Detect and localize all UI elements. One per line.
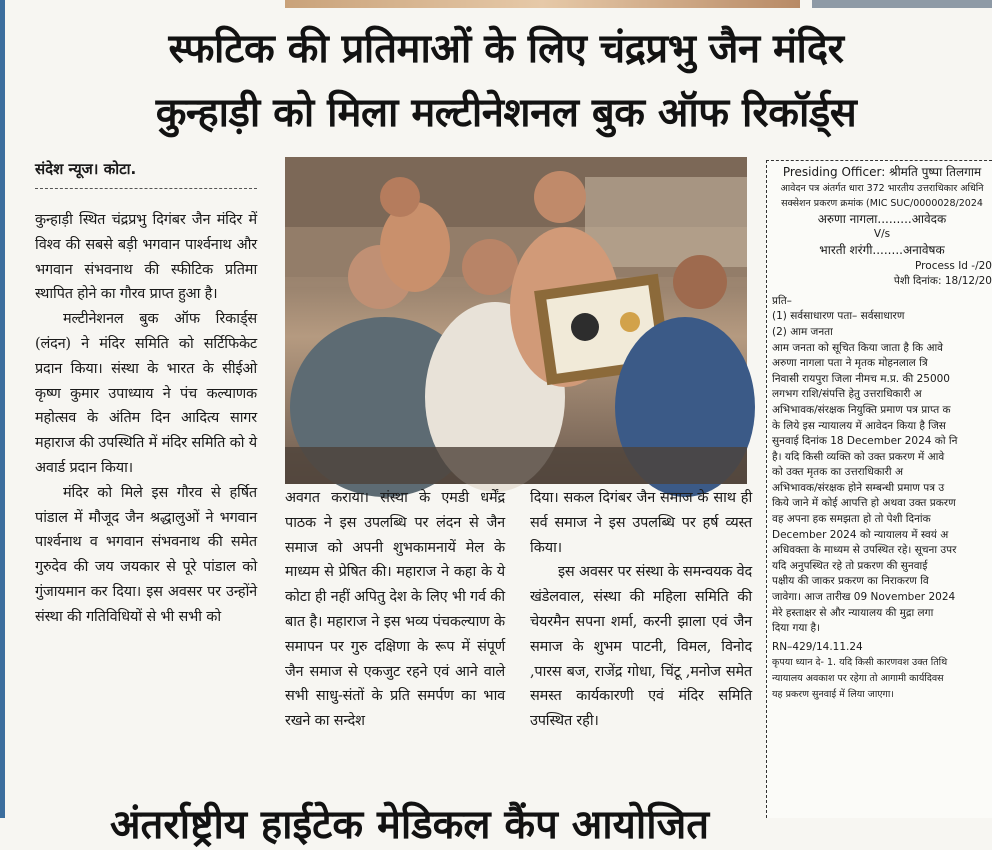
paragraph: दिया। सकल दिगंबर जैन समाज के साथ ही सर्व समाज ने इस उपलब्धि पर हर्ष व्यस्त किया। bbox=[530, 490, 752, 556]
byline: संदेश न्यूज। कोटा. bbox=[35, 158, 257, 189]
notice-body-line: अधिवक्ता के माध्यम से उपस्थित रहे। सूचना उपर bbox=[772, 544, 957, 557]
notice-recipient: (1) सर्वसाधारण पता– सर्वसाधारण bbox=[772, 310, 905, 323]
notice-process: Process Id -/20 bbox=[915, 259, 992, 272]
notice-hearing: पेशी दिनांक: 18/12/20 bbox=[893, 275, 992, 288]
notice-rn: RN–429/14.11.24 bbox=[772, 640, 863, 653]
paragraph: कुन्हाड़ी स्थित चंद्रप्रभु दिगंबर जैन मंदिर में विश्व की सबसे बड़ी भगवान पार्श्वनाथ और भगवान संभवनाथ की स्फीटिक प्रतिमा स्थापित होने का गौरव प्राप्त हुआ है। bbox=[35, 212, 257, 303]
notice-officer: Presiding Officer: श्रीमति पुष्पा तिलगाम bbox=[782, 165, 982, 179]
award-photo-illustration bbox=[285, 157, 747, 484]
headline-line-1: स्फटिक की प्रतिमाओं के लिए चंद्रप्रभु जैन मंदिर bbox=[168, 26, 844, 72]
notice-respondent: भारती शरंगी........अनावेषक bbox=[819, 242, 945, 257]
article-column-3 bbox=[530, 486, 752, 734]
notice-body-line: दिया गया है। bbox=[772, 622, 821, 635]
paragraph: इस अवसर पर संस्था के समन्वयक वेद खंडेलवाल, संस्था की महिला समिति की चेयरमैन सपना शर्मा, करनी झाला एवं जैन समाज के शुभम पाटनी, विमल, विनोद ,पारस बज, राजेंद्र गोधा, चिंटू ,मनोज समेत समस्त कार्यकारणी एवं मंदिर समिति उपस्थित रही। bbox=[530, 564, 752, 730]
notice-footer-line: यह प्रकरण सुनवाई में लिया जाएगा। bbox=[772, 688, 894, 700]
notice-body-line: December 2024 को न्यायालय में स्वयं अ bbox=[772, 528, 949, 541]
notice-body-line: सुनवाई दिनांक 18 December 2024 को नि bbox=[772, 435, 958, 448]
paragraph: अवगत कराया। संस्था के एमडी धर्मेंद्र पाठक ने इस उपलब्धि पर लंदन से जैन समाज को अपनी शुभकामनायें मेल के माध्यम से प्रेषित की। महाराज ने कहा के ये कोटा ही नहीं अपितु देश के लिए भी गर्व की बात है। महाराज ने इस भव्य पंचकल्याण के समापन पर गुरु दक्षिणा के रूप में संपूर्ण जैन समाज से एकजुट रहने एवं आने वाले सभी साधु-संतों के प्रति समर्पण का भाव रखने का सन्देश bbox=[285, 490, 505, 730]
award-photo bbox=[285, 157, 747, 484]
notice-prati: प्रति– bbox=[772, 294, 792, 307]
paragraph: मल्टीनेशनल बुक ऑफ रिकार्ड्स (लंदन) ने मंदिर समिति को सर्टिफिकेट प्रदान किया। संस्था के भारत के सीईओ कृष्ण कुमार उपाध्याय ने पंच कल्याणक महोत्सव के अंतिम दिन आदित्य सागर महाराज की उपस्थिति में मंदिर समिति को ये अवार्ड प्रदान किया। bbox=[35, 311, 257, 476]
notice-body-line: अभिभावक/संरक्षक नियुक्ति प्रमाण पत्र प्राप्त क bbox=[772, 403, 951, 416]
top-photo-strip-right bbox=[812, 0, 992, 8]
notice-body-line: वह अपना हक समझता हो तो पेशी दिनांक bbox=[772, 513, 931, 526]
notice-body-line: किये जाने में कोई आपत्ति हो अथवा उक्त प्रकरण bbox=[772, 497, 956, 510]
notice-line: सक्सेशन प्रकरण क्रमांक (MIC SUC/0000028/2024 bbox=[781, 198, 983, 210]
notice-footer-line: न्यायालय अवकाश पर रहेगा तो आगामी कार्यदिवस bbox=[772, 673, 944, 684]
next-headline-partial: अंतर्राष्ट्रीय हाईटेक मेडिकल कैंप आयोजित bbox=[110, 802, 710, 848]
headline-line-2: कुन्हाड़ी को मिला मल्टीनेशनल बुक ऑफ रिकॉर्ड्स bbox=[155, 90, 857, 136]
notice-body-line: जावेगा। आज तारीख 09 November 2024 bbox=[772, 591, 956, 604]
notice-applicant: अरुणा नागला.........आवेदक bbox=[817, 211, 947, 226]
notice-footer-line: कृपया ध्यान दे- 1. यदि किसी कारणवश उक्त तिथि bbox=[772, 657, 948, 669]
notice-body-line: के लिये इस न्यायालय में आवेदन किया है जिस bbox=[772, 419, 946, 432]
article-column-1 bbox=[35, 208, 257, 630]
notice-body-line: यदि अनुपस्थित रहे तो प्रकरण की सुनवाई bbox=[772, 559, 928, 572]
notice-recipient: (2) आम जनता bbox=[772, 325, 833, 338]
notice-vs: V/s bbox=[873, 228, 891, 241]
notice-body-line: मेरे हस्ताक्षर से और न्यायालय की मुद्रा लगा bbox=[772, 606, 934, 619]
notice-body-line: अरुणा नागला पता ने मृतक मोहनलाल त्रि bbox=[772, 357, 928, 370]
notice-body-line: अभिभावक/संरक्षक होने सम्बन्धी प्रमाण पत्र उ bbox=[772, 481, 945, 494]
notice-body-line: निवासी रायपुरा जिला नीमच म.प्र. की 25000 bbox=[772, 372, 950, 385]
notice-body-line: पक्षीय की जाकर प्रकरण का निराकरण वि bbox=[772, 575, 929, 588]
notice-body-line: को उक्त मृतक का उत्तराधिकारी अ bbox=[772, 466, 903, 479]
notice-body-line: आम जनता को सूचित किया जाता है कि आवे bbox=[772, 341, 944, 354]
left-color-bar bbox=[0, 0, 5, 818]
court-notice bbox=[766, 160, 992, 818]
notice-body-line: है। यदि किसी व्यक्ति को उक्त प्रकरण में आवे bbox=[772, 450, 945, 463]
article-column-2 bbox=[285, 486, 505, 734]
notice-line: आवेदन पत्र अंतर्गत धारा 372 भारतीय उत्तराधिकार अधिनि bbox=[780, 182, 984, 194]
notice-body-line: लगभग राशि/संपत्ति हेतु उत्तराधिकारी अ bbox=[772, 388, 922, 401]
top-photo-strip bbox=[285, 0, 800, 8]
paragraph: मंदिर को मिले इस गौरव से हर्षित पांडाल में मौजूद जैन श्रद्धालुओं ने भगवान पार्श्वनाथ व भगवान संभवनाथ की समेत गुरुदेव की जय जयकार से पूरे पांडाल को गुंजायमान कर दिया। इस अवसर पर उन्होंने संस्था की गतिविधियों से भी सभी को bbox=[35, 484, 257, 625]
